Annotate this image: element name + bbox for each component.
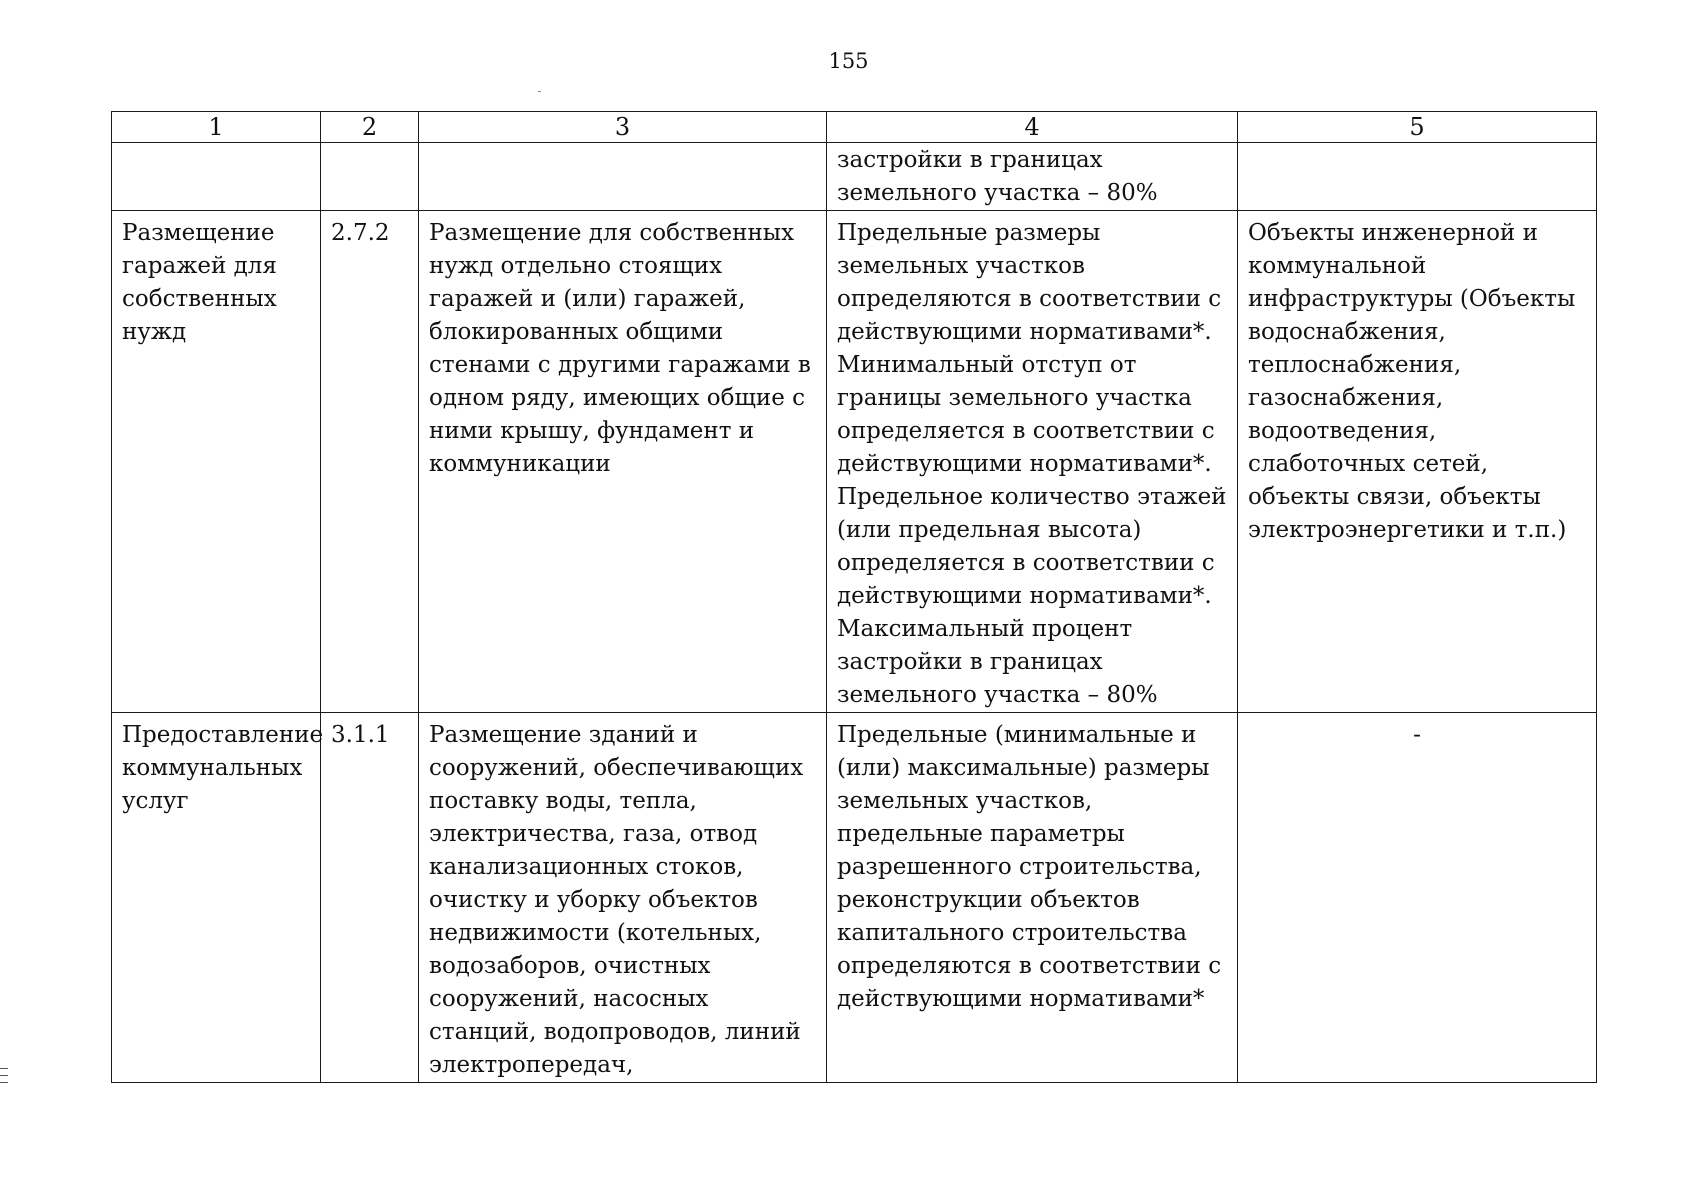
cell-use-parameters: Предельные (минимальные и (или) максимальные) размеры земельных участков, предельные параметры разрешенного строительства, реконструкции объектов капитального строительства определяются в соответствии с действующими нормативами*	[827, 713, 1238, 1083]
land-use-table	[111, 111, 1597, 1083]
cell-use-description: Размещение зданий и сооружений, обеспечивающих поставку воды, тепла, электричества, газа, отвод канализационных стоков, очистку и уборку объектов недвижимости (котельных, водозаборов, очистных сооружений, насосных станций, водопроводов, линий электропередач,	[419, 713, 827, 1083]
cell-use-parameters: застройки в границах земельного участка – 80%	[827, 143, 1238, 211]
cell-use-name: Предоставление коммунальных услуг	[112, 713, 321, 1083]
cell-use-description	[419, 143, 827, 211]
cell-use-code: 2.7.2	[321, 211, 419, 713]
cell-use-code: 3.1.1	[321, 713, 419, 1083]
page-number: 155	[828, 49, 869, 73]
cell-use-parameters: Предельные размеры земельных участков определяются в соответствии с действующими нормативами*. Минимальный отступ от границы земельного участка определяется в соответствии с действующими нормативами*. Предельное количество этажей (или предельная высота) определяется в соответствии с действующими нормативами*. Максимальный процент застройки в границах земельного участка – 80%	[827, 211, 1238, 713]
column-header-4: 4	[827, 112, 1238, 143]
column-header-5: 5	[1238, 112, 1597, 143]
table-row	[112, 713, 1597, 1083]
table-row	[112, 143, 1597, 211]
margin-mark	[0, 1068, 8, 1098]
cell-auxiliary-objects: Объекты инженерной и коммунальной инфраструктуры (Объекты водоснабжения, теплоснабжения, газоснабжения, водоотведения, слаботочных сетей, объекты связи, объекты электроэнергетики и т.п.)	[1238, 211, 1597, 713]
scan-speck	[538, 91, 541, 92]
column-header-2: 2	[321, 112, 419, 143]
table-row	[112, 211, 1597, 713]
cell-use-code	[321, 143, 419, 211]
column-header-1: 1	[112, 112, 321, 143]
cell-auxiliary-objects: -	[1238, 713, 1597, 1083]
column-header-3: 3	[419, 112, 827, 143]
cell-use-name: Размещение гаражей для собственных нужд	[112, 211, 321, 713]
cell-auxiliary-objects	[1238, 143, 1597, 211]
cell-use-description: Размещение для собственных нужд отдельно стоящих гаражей и (или) гаражей, блокированных общими стенами с другими гаражами в одном ряду, имеющих общие с ними крышу, фундамент и коммуникации	[419, 211, 827, 713]
cell-use-name	[112, 143, 321, 211]
table-header-row	[112, 112, 1597, 143]
